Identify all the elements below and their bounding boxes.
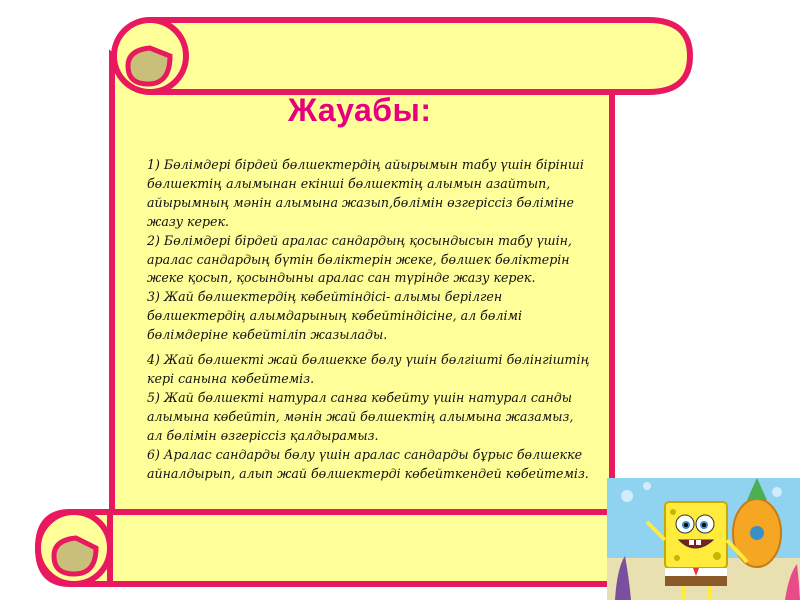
cartoon-sponge-illustration <box>607 478 800 600</box>
answer-paragraph-1: 1) Бөлімдері бірдей бөлшектердің айырымын табу үшін бірінші бөлшектің алымынан екінші бөлшектің алымын азайтып, айырымның мәнін алымына жазып,бөлімін өзгеріссіз бөліміне жазу керек. <box>147 157 584 229</box>
scroll-top-roll <box>152 20 690 92</box>
scroll-top-curl <box>128 48 170 84</box>
answer-paragraph-2: 2) Бөлімдері бірдей аралас сандардың қосындысын табу үшін, аралас сандардың бүтін бөліктерін жеке, бөлшек бөліктерін жеке қосып, қосындыны аралас сан түрінде жазу керек. <box>147 232 572 286</box>
page-title: Жауабы: <box>288 92 432 128</box>
answer-text <box>147 156 592 483</box>
scroll-bottom-curl <box>54 538 96 574</box>
answer-paragraph-5: 5) Жай бөлшекті натурал санға көбейту үшін натурал санды алымына көбейтіп, мәнін жай бөлшектің алымына жазамыз, ал бөлімін өзгеріссіз қалдырамыз. <box>147 389 574 443</box>
answer-paragraph-6: 6) Аралас сандарды бөлу үшін аралас сандарды бұрыс бөлшекке айналдырып, алып жай бөлшектерді көбейткендей көбейтеміз. <box>147 446 589 481</box>
answer-paragraph-3: 3) Жай бөлшектердің көбейтіндісі- алымы берілген бөлшектердің алымдарының көбейтіндісіне, ал бөлімі бөлімдеріне көбейтіліп жазылады. <box>147 289 522 343</box>
scroll-bottom-roll <box>38 512 612 584</box>
answer-paragraph-4: 4) Жай бөлшекті жай бөлшекке бөлу үшін бөлгішті бөлінгіштің кері санына көбейтеміз. <box>147 352 590 386</box>
